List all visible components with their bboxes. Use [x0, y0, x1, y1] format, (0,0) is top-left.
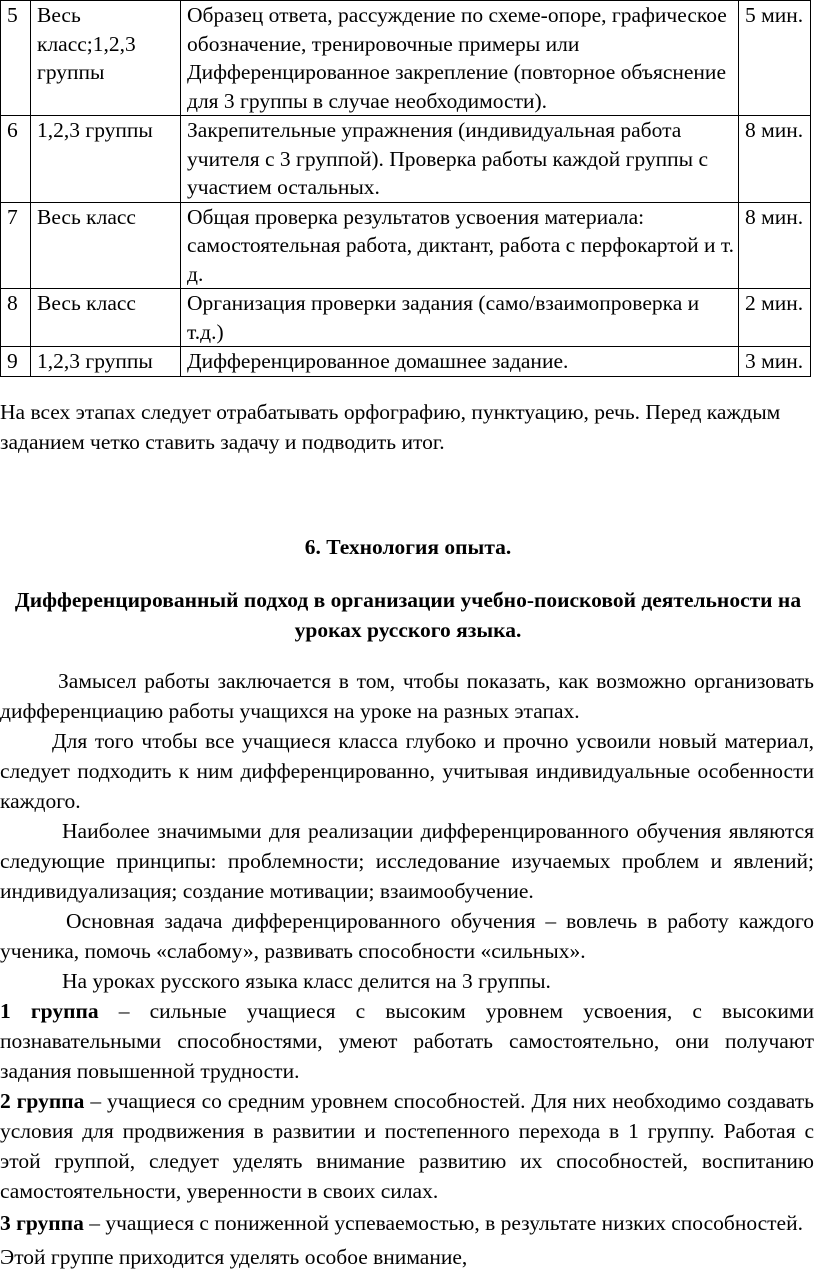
row-number: 9 [1, 347, 31, 377]
paragraph: Для того чтобы все учащиеся класса глубоко и прочно усвоили новый материал, следует подходить к ним дифференцированно, учитывая индивидуальные особенности каждого. [0, 729, 814, 813]
row-description: Дифференцированное домашнее задание. [181, 347, 739, 377]
row-time: 5 мин. [739, 1, 811, 116]
paragraph: Наиболее значимыми для реализации дифференцированного обучения являются следующие принципы: проблемности; исследование изучаемых проблем и явлений; индивидуализация; создание мотивации; взаимообучение. [0, 819, 814, 903]
group-1-paragraph [0, 996, 814, 1086]
group-1-text: – сильные учащиеся с высоким уровнем усвоения, с высокими познавательными способностями, умеют работать самостоятельно, они получают задания повышенной трудности. [0, 999, 814, 1083]
row-time: 8 мин. [739, 116, 811, 203]
row-group: 1,2,3 группы [31, 116, 181, 203]
row-number: 7 [1, 202, 31, 289]
row-description: Общая проверка результатов усвоения материала: самостоятельная работа, диктант, работа с перфокартой и т. д. [181, 202, 739, 289]
paragraph: Основная задача дифференцированного обучения – вовлечь в работу каждого ученика, помочь «слабому», развивать способности «сильных». [0, 909, 814, 963]
table-row [1, 116, 811, 203]
row-number: 8 [1, 289, 31, 347]
table-row [1, 289, 811, 347]
group-3-label: 3 группа [0, 1211, 84, 1235]
table-row [1, 347, 811, 377]
group-1-label: 1 группа [0, 999, 99, 1023]
group-3-paragraph [0, 1206, 814, 1274]
row-number: 5 [1, 1, 31, 116]
row-group: Весь класс;1,2,3 группы [31, 1, 181, 116]
paragraph: Замысел работы заключается в том, чтобы показать, как возможно организовать дифференциацию работы учащихся на уроке на разных этапах. [0, 669, 814, 723]
body-text [0, 666, 814, 1274]
row-description: Организация проверки задания (само/взаимопроверка и т.д.) [181, 289, 739, 347]
paragraph: На уроках русского языка класс делится на 3 группы. [62, 969, 551, 993]
group-2-paragraph [0, 1086, 814, 1206]
row-group: 1,2,3 группы [31, 347, 181, 377]
table-row [1, 202, 811, 289]
group-2-label: 2 группа [0, 1089, 85, 1113]
row-group: Весь класс [31, 289, 181, 347]
lesson-plan-table [0, 0, 811, 377]
row-description: Закрепительные упражнения (индивидуальная работа учителя с 3 группой). Проверка работы каждой группы с участием остальных. [181, 116, 739, 203]
row-time: 2 мин. [739, 289, 811, 347]
section-heading: 6. Технология опыта. [304, 535, 512, 559]
note-paragraph: На всех этапах следует отрабатывать орфографию, пунктуацию, речь. Перед каждым заданием четко ставить задачу и подводить итог. [0, 400, 781, 454]
row-description: Образец ответа, рассуждение по схеме-опоре, графическое обозначение, тренировочные примеры или Дифференцированное закрепление (повторное объяснение для 3 группы в случае необходимости). [181, 1, 739, 116]
table-row [1, 1, 811, 116]
row-group: Весь класс [31, 202, 181, 289]
row-time: 8 мин. [739, 202, 811, 289]
group-2-text: – учащиеся со средним уровнем способностей. Для них необходимо создавать условия для продвижения в развитии и постепенного перехода в 1 группу. Работая с этой группой, следует уделять внимание развитию их способностей, воспитанию самостоятельности, уверенности в своих силах. [0, 1089, 814, 1203]
row-time: 3 мин. [739, 347, 811, 377]
row-number: 6 [1, 116, 31, 203]
sub-heading: Дифференцированный подход в организации учебно-поисковой деятельности на уроках русского языка. [14, 588, 802, 642]
group-3-text: – учащиеся с пониженной успеваемостью, в результате низких способностей. Этой группе приходится уделять особое внимание, [0, 1211, 803, 1269]
